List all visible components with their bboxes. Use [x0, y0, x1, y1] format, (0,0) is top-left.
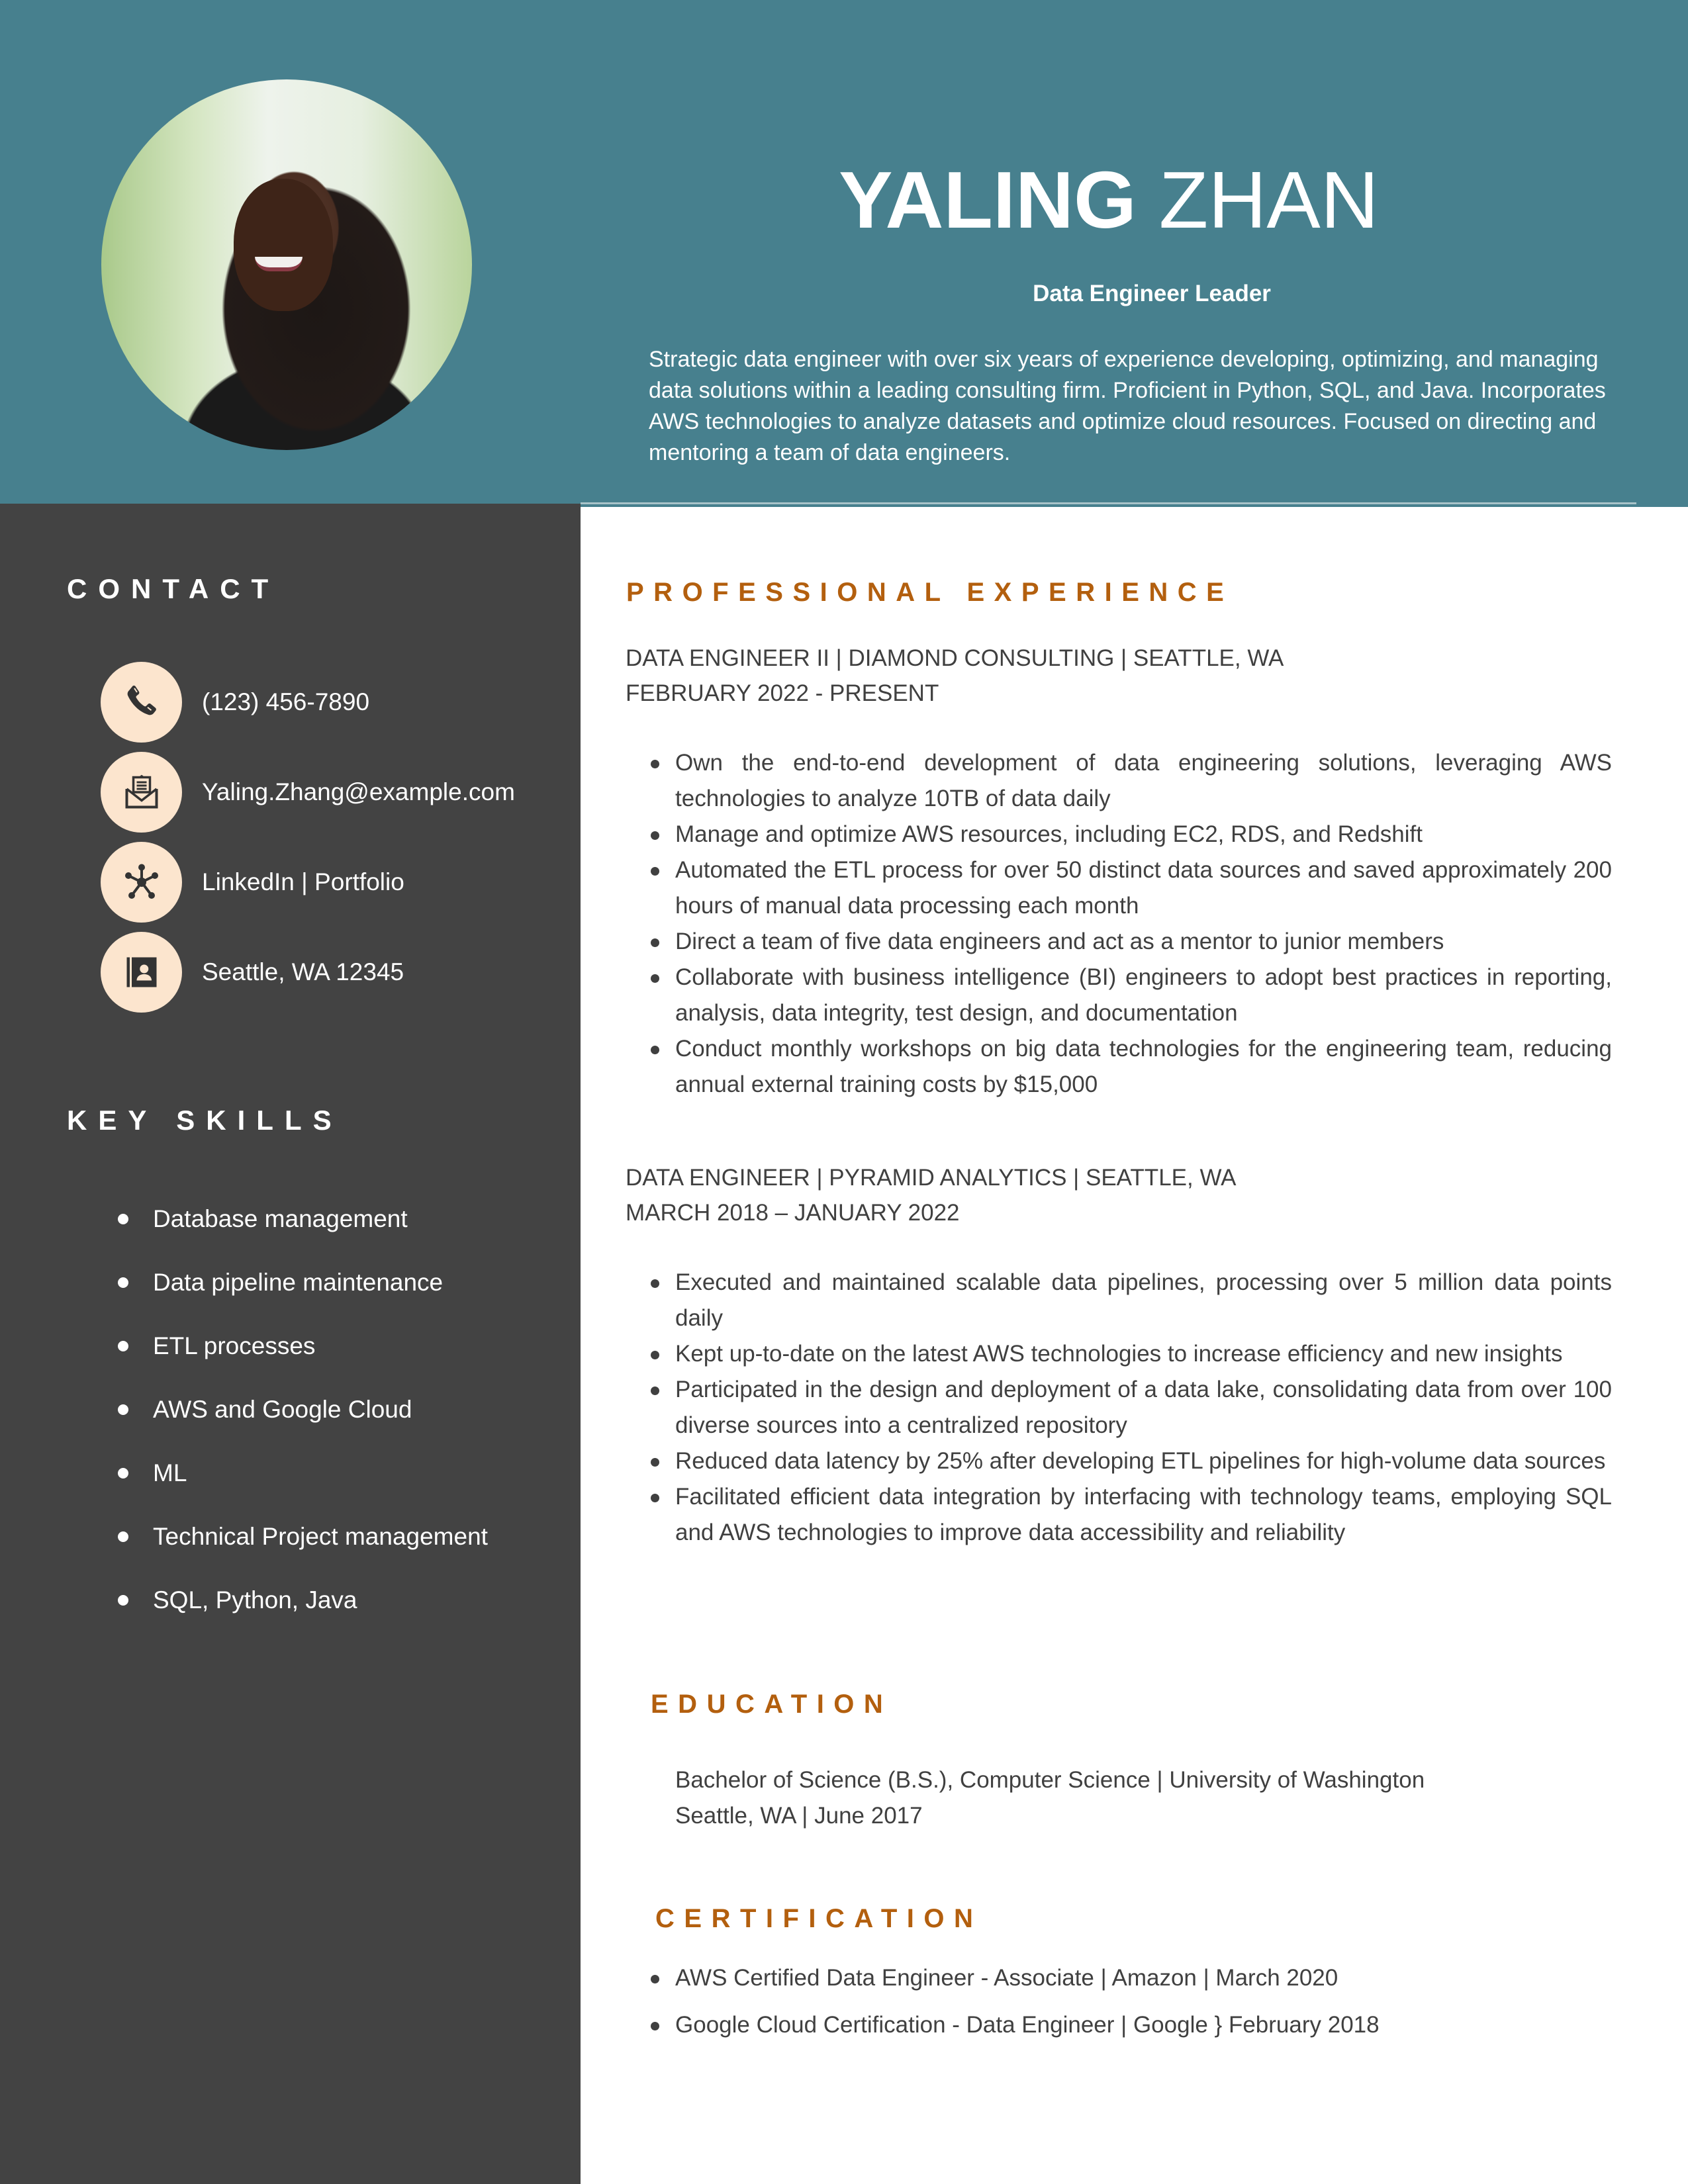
bullet-icon [118, 1468, 128, 1479]
bullet-icon [118, 1341, 128, 1351]
contact-address [101, 932, 404, 1013]
certification-list [649, 1960, 1612, 2054]
phone-text: (123) 456-7890 [202, 688, 370, 715]
job-2-dates: MARCH 2018 – JANUARY 2022 [626, 1200, 960, 1226]
bullet-icon [118, 1277, 128, 1288]
contact-phone[interactable] [101, 662, 369, 743]
skill-item [0, 1520, 581, 1553]
last-name: ZHAN [1158, 155, 1379, 245]
professional-summary: Strategic data engineer with over six years of experience developing, optimizing, and managing data solutions within a leading consulting firm. Proficient in Python, SQL, and Java. Incorporates AWS technologies to analyze datasets and optimize cloud resources. Focused on directing and mentoring a team of data engineers. [649, 347, 1606, 465]
skill-label: AWS and Google Cloud [153, 1396, 412, 1423]
bullet-icon [118, 1214, 128, 1224]
job-bullet: Kept up-to-date on the latest AWS technologies to increase efficiency and new insights [649, 1336, 1612, 1372]
education-heading: EDUCATION [651, 1690, 893, 1719]
header-banner [0, 0, 1688, 507]
photo-smile-shape [255, 257, 303, 271]
email-icon [101, 752, 182, 833]
bullet-icon [118, 1404, 128, 1415]
email-text: Yaling.Zhang@example.com [202, 778, 515, 805]
phone-icon [101, 662, 182, 743]
key-skills-heading: KEY SKILLS [67, 1105, 343, 1136]
profile-photo [101, 79, 472, 450]
contact-email[interactable] [101, 752, 515, 833]
skill-label: Database management [153, 1205, 408, 1232]
contact-links[interactable] [101, 842, 404, 923]
network-icon [101, 842, 182, 923]
skill-label: Data pipeline maintenance [153, 1269, 444, 1296]
education-meta: Seattle, WA | June 2017 [675, 1803, 923, 1829]
skill-item [0, 1203, 581, 1236]
job-bullet: Facilitated efficient data integration by interfacing with technology teams, employing SQL and AWS technologies to improve data accessibility and reliability [649, 1479, 1612, 1551]
certification-item: Google Cloud Certification - Data Engineer | Google } February 2018 [649, 2007, 1612, 2043]
skill-label: Technical Project management [153, 1523, 488, 1550]
job-bullet: Reduced data latency by 25% after developing ETL pipelines for high-volume data sources [649, 1443, 1612, 1479]
job-bullet: Participated in the design and deployment of a data lake, consolidating data from over 100 diverse sources into a centralized repository [649, 1372, 1612, 1443]
job-bullet: Manage and optimize AWS resources, including EC2, RDS, and Redshift [649, 817, 1612, 852]
job-1-dates: FEBRUARY 2022 - PRESENT [626, 680, 939, 706]
job-bullet: Direct a team of five data engineers and act as a mentor to junior members [649, 924, 1612, 960]
skill-label: SQL, Python, Java [153, 1586, 357, 1614]
skill-item [0, 1330, 581, 1363]
contact-heading: CONTACT [67, 573, 280, 604]
job-bullet: Automated the ETL process for over 50 distinct data sources and saved approximately 200 hours of manual data processing each month [649, 852, 1612, 924]
skill-item [0, 1266, 581, 1299]
skill-label: ML [153, 1459, 187, 1486]
bullet-icon [118, 1531, 128, 1542]
address-text: Seattle, WA 12345 [202, 958, 404, 985]
photo-face-shape [234, 179, 333, 311]
skill-item [0, 1584, 581, 1617]
header-divider [581, 502, 1636, 504]
skill-label: ETL processes [153, 1332, 316, 1359]
certification-item: AWS Certified Data Engineer - Associate | Amazon | March 2020 [649, 1960, 1612, 1996]
certification-heading: CERTIFICATION [655, 1904, 983, 1933]
address-book-icon [101, 932, 182, 1013]
job-title: Data Engineer Leader [1033, 281, 1271, 306]
candidate-name [755, 154, 1463, 246]
job-bullet: Collaborate with business intelligence (BI) engineers to adopt best practices in reporting, analysis, data integrity, test design, and documentation [649, 960, 1612, 1031]
skill-item [0, 1457, 581, 1490]
bullet-icon [118, 1595, 128, 1606]
job-2-bullets [649, 1265, 1612, 1551]
job-bullet: Own the end-to-end development of data engineering solutions, leveraging AWS technologies to analyze 10TB of data daily [649, 745, 1612, 817]
skill-item [0, 1393, 581, 1426]
job-bullet: Conduct monthly workshops on big data technologies for the engineering team, reducing annual external training costs by $15,000 [649, 1031, 1612, 1103]
job-2-header: DATA ENGINEER | PYRAMID ANALYTICS | SEATTLE, WA [626, 1165, 1237, 1191]
job-1-header: DATA ENGINEER II | DIAMOND CONSULTING | SEATTLE, WA [626, 645, 1284, 671]
links-text: LinkedIn | Portfolio [202, 868, 404, 895]
education-degree: Bachelor of Science (B.S.), Computer Science | University of Washington [675, 1767, 1425, 1793]
job-1-bullets [649, 745, 1612, 1103]
experience-heading: PROFESSIONAL EXPERIENCE [626, 578, 1234, 607]
first-name: YALING [839, 155, 1137, 245]
job-bullet: Executed and maintained scalable data pipelines, processing over 5 million data points daily [649, 1265, 1612, 1336]
